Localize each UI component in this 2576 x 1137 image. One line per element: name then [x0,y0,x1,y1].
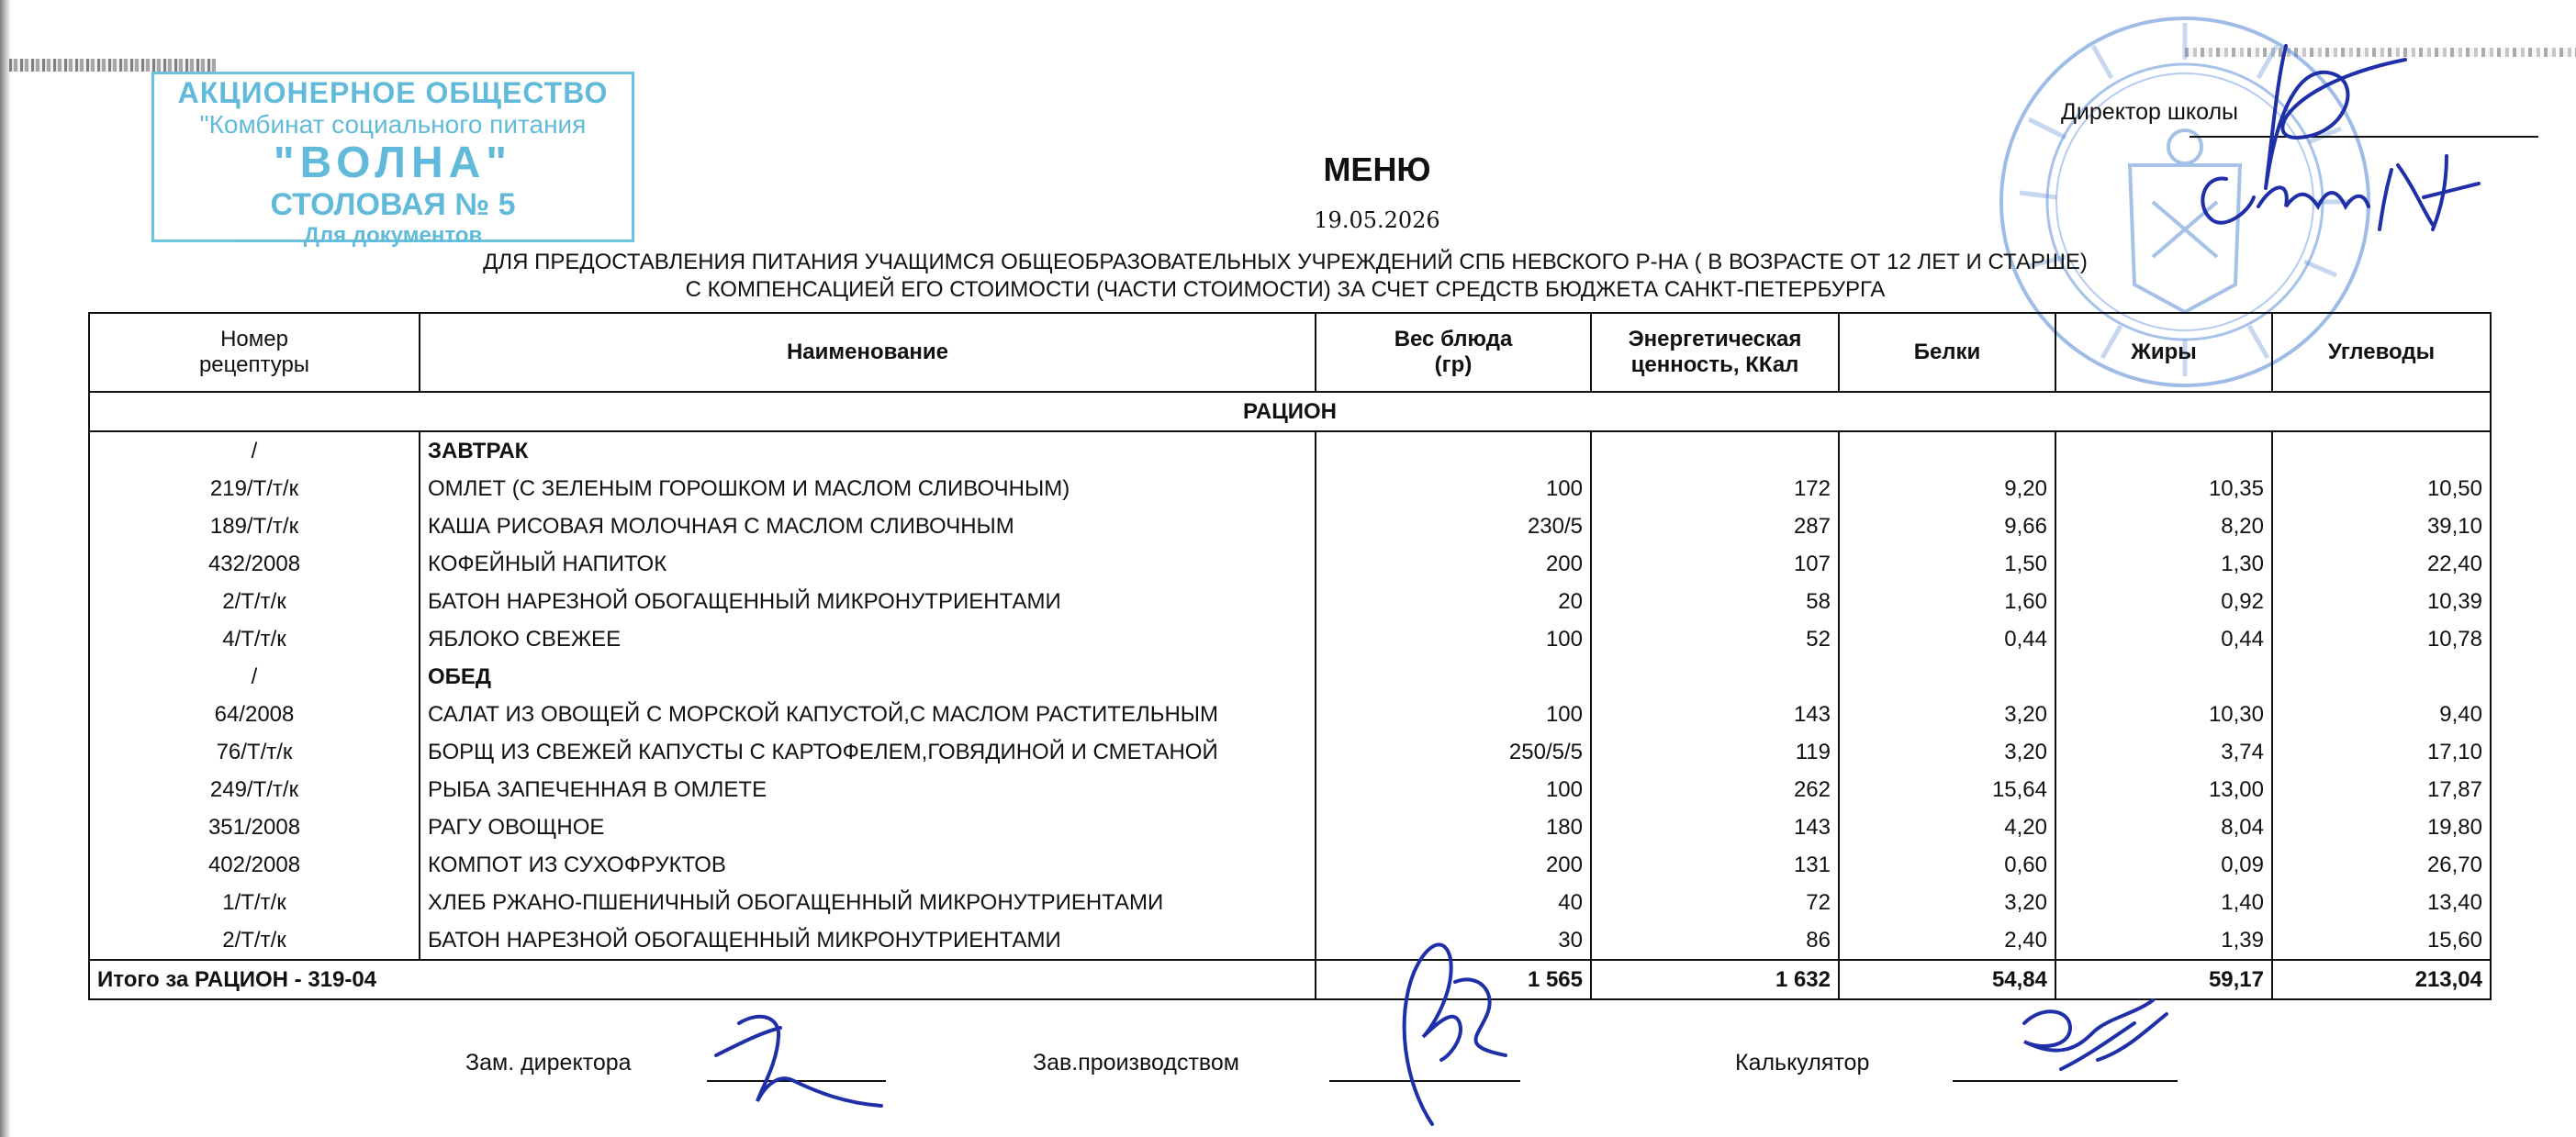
empty-cell [1591,431,1839,470]
energy-cell: 107 [1591,545,1839,583]
director-signature-line [2190,136,2538,138]
fat-cell: 0,92 [2055,583,2272,620]
stamp-line: "ВОЛНА" [273,139,513,187]
table-row [89,545,2491,583]
table-row [89,921,2491,960]
stamp-line: АКЦИОНЕРНОЕ ОБЩЕСТВО [177,76,609,109]
weight-cell: 100 [1316,620,1591,658]
total-row [89,960,2491,999]
carbs-cell: 17,87 [2272,771,2491,808]
production-signature-line [1329,1080,1520,1082]
director-label: Директор школы [2061,99,2239,125]
section-title: ОБЕД [420,658,1316,696]
weight-cell: 230/5 [1316,507,1591,545]
table-row [89,808,2491,846]
stamp-line: Для документов [303,223,483,248]
table-row [89,583,2491,620]
energy-cell: 143 [1591,696,1839,733]
dish-name-cell: САЛАТ ИЗ ОВОЩЕЙ С МОРСКОЙ КАПУСТОЙ,С МАСЛОМ РАСТИТЕЛЬНЫМ [420,696,1316,733]
protein-cell: 2,40 [1839,921,2055,960]
weight-cell: 30 [1316,921,1591,960]
protein-cell: 1,50 [1839,545,2055,583]
carbs-cell: 15,60 [2272,921,2491,960]
section-code: / [89,658,420,696]
energy-cell: 72 [1591,884,1839,921]
dish-name-cell: БОРЩ ИЗ СВЕЖЕЙ КАПУСТЫ С КАРТОФЕЛЕМ,ГОВЯДИНОЙ И СМЕТАНОЙ [420,733,1316,771]
total-weight: 1 565 [1316,960,1591,999]
fat-cell: 1,40 [2055,884,2272,921]
recipe-code-cell: 219/Т/т/к [89,470,420,507]
deputy-signature [707,1000,890,1129]
weight-cell: 250/5/5 [1316,733,1591,771]
weight-cell: 100 [1316,470,1591,507]
fat-cell: 0,09 [2055,846,2272,884]
dish-name-cell: РЫБА ЗАПЕЧЕННАЯ В ОМЛЕТЕ [420,771,1316,808]
dish-name-cell: ОМЛЕТ (С ЗЕЛЕНЫМ ГОРОШКОМ И МАСЛОМ СЛИВОЧНЫМ) [420,470,1316,507]
stamp-line: СТОЛОВАЯ № 5 [270,187,516,222]
table-row [89,620,2491,658]
weight-cell: 200 [1316,846,1591,884]
section-title: ЗАВТРАК [420,431,1316,470]
empty-cell [2272,431,2491,470]
carbs-cell: 10,39 [2272,583,2491,620]
weight-cell: 100 [1316,696,1591,733]
column-header-carbs: Углеводы [2272,313,2491,392]
energy-cell: 172 [1591,470,1839,507]
weight-cell: 20 [1316,583,1591,620]
ration-label: РАЦИОН [89,392,2491,431]
total-fat: 59,17 [2055,960,2272,999]
fat-cell: 1,39 [2055,921,2272,960]
weight-cell: 40 [1316,884,1591,921]
carbs-cell: 10,50 [2272,470,2491,507]
recipe-code-cell: 249/Т/т/к [89,771,420,808]
section-row [89,431,2491,470]
energy-cell: 287 [1591,507,1839,545]
recipe-code-cell: 64/2008 [89,696,420,733]
fat-cell: 8,04 [2055,808,2272,846]
recipe-code-cell: 4/Т/т/к [89,620,420,658]
deputy-signature-line [707,1080,886,1082]
dish-name-cell: РАГУ ОВОЩНОЕ [420,808,1316,846]
column-header-code [89,313,420,392]
recipe-code-cell: 76/Т/т/к [89,733,420,771]
fat-cell: 8,20 [2055,507,2272,545]
weight-cell: 200 [1316,545,1591,583]
energy-cell: 131 [1591,846,1839,884]
column-header-text: (гр) [1434,352,1473,377]
subtitle-line-2: С КОМПЕНСАЦИЕЙ ЕГО СТОИМОСТИ (ЧАСТИ СТОИМОСТИ) ЗА СЧЕТ СРЕДСТВ БЮДЖЕТА САНКТ-ПЕТЕРБУРГА [685,277,1886,302]
column-header-text: ценность, ККал [1630,352,1799,377]
fat-cell: 1,30 [2055,545,2272,583]
column-header-text: рецептуры [198,352,310,377]
column-header-text: Номер [220,327,288,351]
table-row [89,507,2491,545]
carbs-cell: 9,40 [2272,696,2491,733]
table-row [89,846,2491,884]
energy-cell: 262 [1591,771,1839,808]
column-header-weight [1316,313,1591,392]
weight-cell: 180 [1316,808,1591,846]
protein-cell: 0,44 [1839,620,2055,658]
recipe-code-cell: 2/Т/т/к [89,583,420,620]
empty-cell [2055,431,2272,470]
organization-stamp [151,72,634,248]
empty-cell [2272,658,2491,696]
fat-cell: 10,35 [2055,470,2272,507]
table-row [89,470,2491,507]
menu-date: 19.05.2026 [1314,207,1440,233]
empty-cell [1316,431,1591,470]
fat-cell: 13,00 [2055,771,2272,808]
recipe-code-cell: 2/Т/т/к [89,921,420,960]
column-header-fat: Жиры [2055,313,2272,392]
weight-cell: 100 [1316,771,1591,808]
empty-cell [1839,431,2055,470]
calculator-signature-line [1953,1080,2178,1082]
energy-cell: 119 [1591,733,1839,771]
column-header-name: Наименование [420,313,1316,392]
fat-cell: 0,44 [2055,620,2272,658]
recipe-code-cell: 402/2008 [89,846,420,884]
menu-table [88,312,2492,1000]
total-protein: 54,84 [1839,960,2055,999]
carbs-cell: 19,80 [2272,808,2491,846]
total-carbs: 213,04 [2272,960,2491,999]
protein-cell: 15,64 [1839,771,2055,808]
dish-name-cell: БАТОН НАРЕЗНОЙ ОБОГАЩЕННЫЙ МИКРОНУТРИЕНТАМИ [420,583,1316,620]
protein-cell: 3,20 [1839,884,2055,921]
table-row [89,696,2491,733]
protein-cell: 3,20 [1839,733,2055,771]
stamp-line: "Комбинат социального питания [199,110,587,139]
carbs-cell: 17,10 [2272,733,2491,771]
protein-cell: 1,60 [1839,583,2055,620]
protein-cell: 9,66 [1839,507,2055,545]
carbs-cell: 22,40 [2272,545,2491,583]
recipe-code-cell: 1/Т/т/к [89,884,420,921]
table-row [89,733,2491,771]
empty-cell [1591,658,1839,696]
production-head-label: Зав.производством [1033,1050,1239,1076]
recipe-code-cell: 351/2008 [89,808,420,846]
carbs-cell: 10,78 [2272,620,2491,658]
empty-cell [1316,658,1591,696]
column-header-energy [1591,313,1839,392]
carbs-cell: 13,40 [2272,884,2491,921]
total-label: Итого за РАЦИОН - 319-04 [89,960,1316,999]
carbs-cell: 26,70 [2272,846,2491,884]
calculator-label: Калькулятор [1735,1050,1870,1076]
table-header-row [89,313,2491,392]
table-row [89,771,2491,808]
protein-cell: 9,20 [1839,470,2055,507]
subtitle-line-1: ДЛЯ ПРЕДОСТАВЛЕНИЯ ПИТАНИЯ УЧАЩИМСЯ ОБЩЕОБРАЗОВАТЕЛЬНЫХ УЧРЕЖДЕНИЙ СПБ НЕВСКОГО Р-НА ( В ВОЗРАСТЕ ОТ 12 ЛЕТ И СТАРШЕ) [483,250,2088,274]
dish-name-cell: БАТОН НАРЕЗНОЙ ОБОГАЩЕННЫЙ МИКРОНУТРИЕНТАМИ [420,921,1316,960]
dish-name-cell: ХЛЕБ РЖАНО-ПШЕНИЧНЫЙ ОБОГАЩЕННЫЙ МИКРОНУТРИЕНТАМИ [420,884,1316,921]
recipe-code-cell: 432/2008 [89,545,420,583]
table-row [89,884,2491,921]
dish-name-cell: КАША РИСОВАЯ МОЛОЧНАЯ С МАСЛОМ СЛИВОЧНЫМ [420,507,1316,545]
dish-name-cell: КОФЕЙНЫЙ НАПИТОК [420,545,1316,583]
fat-cell: 10,30 [2055,696,2272,733]
scan-artifact [9,59,216,72]
energy-cell: 143 [1591,808,1839,846]
deputy-director-label: Зам. директора [465,1050,632,1076]
energy-cell: 86 [1591,921,1839,960]
total-energy: 1 632 [1591,960,1839,999]
energy-cell: 58 [1591,583,1839,620]
dish-name-cell: КОМПОТ ИЗ СУХОФРУКТОВ [420,846,1316,884]
empty-cell [1839,658,2055,696]
protein-cell: 3,20 [1839,696,2055,733]
dish-name-cell: ЯБЛОКО СВЕЖЕЕ [420,620,1316,658]
section-code: / [89,431,420,470]
ration-row [89,392,2491,431]
column-header-protein: Белки [1839,313,2055,392]
empty-cell [2055,658,2272,696]
fat-cell: 3,74 [2055,733,2272,771]
page-title: МЕНЮ [1323,150,1431,188]
column-header-text: Энергетическая [1628,327,1802,351]
carbs-cell: 39,10 [2272,507,2491,545]
protein-cell: 4,20 [1839,808,2055,846]
energy-cell: 52 [1591,620,1839,658]
recipe-code-cell: 189/Т/т/к [89,507,420,545]
scan-edge [0,0,11,1137]
section-row [89,658,2491,696]
protein-cell: 0,60 [1839,846,2055,884]
column-header-text: Вес блюда [1394,327,1513,351]
